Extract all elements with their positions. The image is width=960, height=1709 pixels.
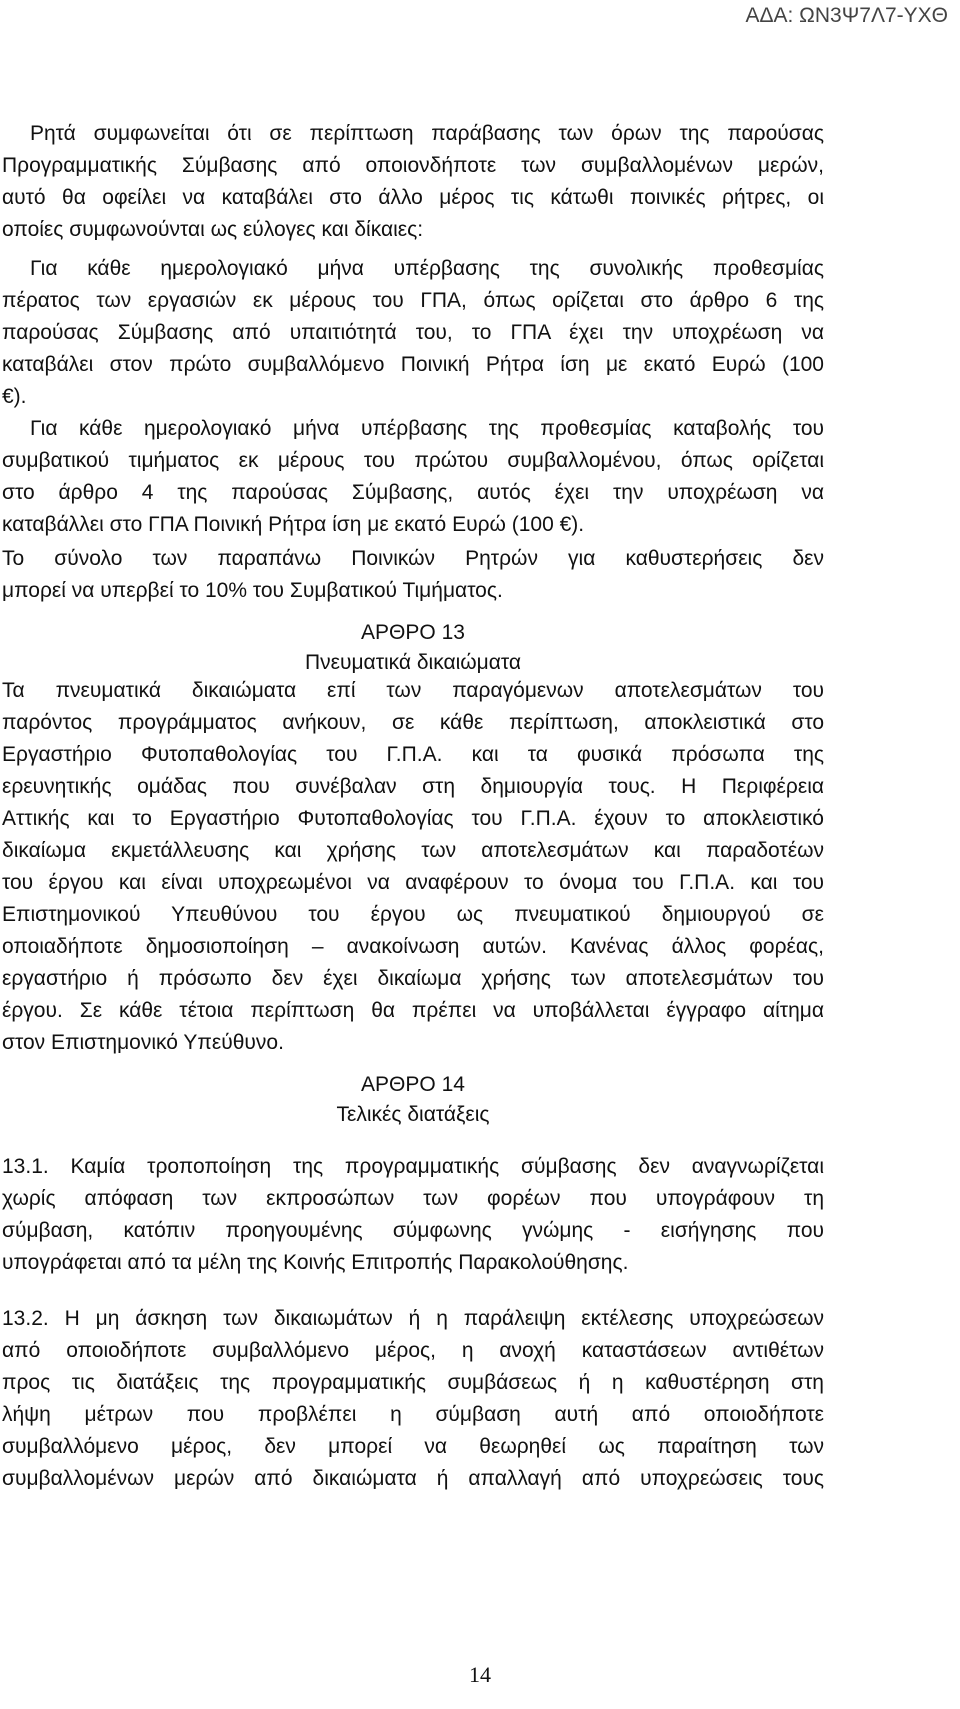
text-line: σύμβαση, κατόπιν προηγουμένης σύμφωνης γνώμης - εισήγησης που <box>2 1219 824 1242</box>
text-line: ερευνητικής ομάδας που συνέβαλαν στη δημιουργία τους. Η Περιφέρεια <box>2 775 824 798</box>
page-number: 14 <box>469 1662 491 1687</box>
text-line: στον Επιστημονικό Υπεύθυνο. <box>2 1031 284 1054</box>
text-line: οποιαδήποτε δημοσιοποίηση – ανακοίνωση αυτών. Κανένας άλλος φορέας, <box>2 935 824 958</box>
text-line: του έργου και είναι υποχρεωμένοι να αναφέρουν το όνομα του Γ.Π.Α. και του <box>2 871 824 894</box>
text-line: €). <box>2 385 27 408</box>
text-line: συμβατικού τιμήματος εκ μέρους του πρώτου συμβαλλομένου, όπως ορίζεται <box>2 449 824 472</box>
article-14-title: Τελικές διατάξεις <box>336 1103 490 1126</box>
text-line: παρόντος προγράμματος ανήκουν, σε κάθε περίπτωση, αποκλειστικά στο <box>2 711 824 734</box>
text-line: προς τις διατάξεις της προγραμματικής συμβάσεως ή η καθυστέρηση στη <box>2 1371 824 1394</box>
text-line: Προγραμματικής Σύμβασης από οποιονδήποτε των συμβαλλομένων μερών, <box>2 154 824 177</box>
text-line: συμβαλλόμενο μέρος, δεν μπορεί να θεωρηθεί ως παραίτηση των <box>2 1435 824 1458</box>
text-line: έργου. Σε κάθε τέτοια περίπτωση θα πρέπει να υποβάλλεται έγγραφο αίτημα <box>2 999 824 1022</box>
text-line: στο άρθρο 4 της παρούσας Σύμβασης, αυτός έχει την υποχρέωση να <box>2 481 824 504</box>
text-line: Αττικής και το Εργαστήριο Φυτοπαθολογίας του Γ.Π.Α. έχουν το αποκλειστικό <box>2 807 824 830</box>
text-line: υπογράφεται από τα μέλη της Κοινής Επιτροπής Παρακολούθησης. <box>2 1251 629 1274</box>
text-line: καταβάλλει στο ΓΠΑ Ποινική Ρήτρα ίση με εκατό Ευρώ (100 €). <box>2 513 585 536</box>
text-line: λήψη μέτρων που προβλέπει η σύμβαση αυτή από οποιοδήποτε <box>2 1403 824 1426</box>
text-line: Ρητά συμφωνείται ότι σε περίπτωση παράβασης των όρων της παρούσας <box>30 122 824 145</box>
text-line: Το σύνολο των παραπάνω Ποινικών Ρητρών για καθυστερήσεις δεν <box>2 547 824 570</box>
article-13-heading: ΑΡΘΡΟ 13 <box>361 621 465 644</box>
text-line: Επιστημονικού Υπευθύνου του έργου ως πνευματικού δημιουργού σε <box>2 903 824 926</box>
text-line: καταβάλει στον πρώτο συμβαλλόμενο Ποινική Ρήτρα ίση με εκατό Ευρώ (100 <box>2 353 824 376</box>
text-line: πέρατος των εργασιών εκ μέρους του ΓΠΑ, όπως ορίζεται στο άρθρο 6 της <box>2 289 824 312</box>
text-line: 13.1. Καμία τροποποίηση της προγραμματικής σύμβασης δεν αναγνωρίζεται <box>2 1155 824 1178</box>
text-line: χωρίς απόφαση των εκπροσώπων των φορέων που υπογράφουν τη <box>2 1187 824 1210</box>
article-13-title: Πνευματικά δικαιώματα <box>304 651 522 674</box>
text-line: από οποιοδήποτε συμβαλλόμενο μέρος, η ανοχή καταστάσεων αντιθέτων <box>2 1339 824 1362</box>
text-line: συμβαλλομένων μερών από δικαιώματα ή απαλλαγή από υποχρεώσεις τους <box>2 1467 824 1490</box>
text-line: 13.2. Η μη άσκηση των δικαιωμάτων ή η παράλειψη εκτέλεσης υποχρεώσεων <box>2 1307 824 1330</box>
text-line: αυτό θα οφείλει να καταβάλει στο άλλο μέρος τις κάτωθι ποινικές ρήτρες, οι <box>2 186 824 209</box>
ada-code: ΑΔΑ: ΩΝ3Ψ7Λ7-ΥΧΘ <box>745 4 948 27</box>
article-14-heading: ΑΡΘΡΟ 14 <box>361 1073 465 1096</box>
text-line: Εργαστήριο Φυτοπαθολογίας του Γ.Π.Α. και τα φυσικά πρόσωπα της <box>2 743 824 766</box>
text-line: δικαίωμα εκμετάλλευσης και χρήσης των αποτελεσμάτων και παραδοτέων <box>2 839 824 862</box>
text-line: Τα πνευματικά δικαιώματα επί των παραγόμενων αποτελεσμάτων του <box>2 679 824 702</box>
text-line: παρούσας Σύμβασης από υπαιτιότητά του, το ΓΠΑ έχει την υποχρέωση να <box>2 321 824 344</box>
text-line: Για κάθε ημερολογιακό μήνα υπέρβασης της προθεσμίας καταβολής του <box>30 417 824 440</box>
text-line: Για κάθε ημερολογιακό μήνα υπέρβασης της συνολικής προθεσμίας <box>30 257 824 280</box>
text-line: οποίες συμφωνούνται ως εύλογες και δίκαιες: <box>2 218 424 241</box>
text-line: μπορεί να υπερβεί το 10% του Συμβατικού Τιμήματος. <box>2 579 503 602</box>
text-line: εργαστήριο ή πρόσωπο δεν έχει δικαίωμα χρήσης των αποτελεσμάτων του <box>2 967 824 990</box>
